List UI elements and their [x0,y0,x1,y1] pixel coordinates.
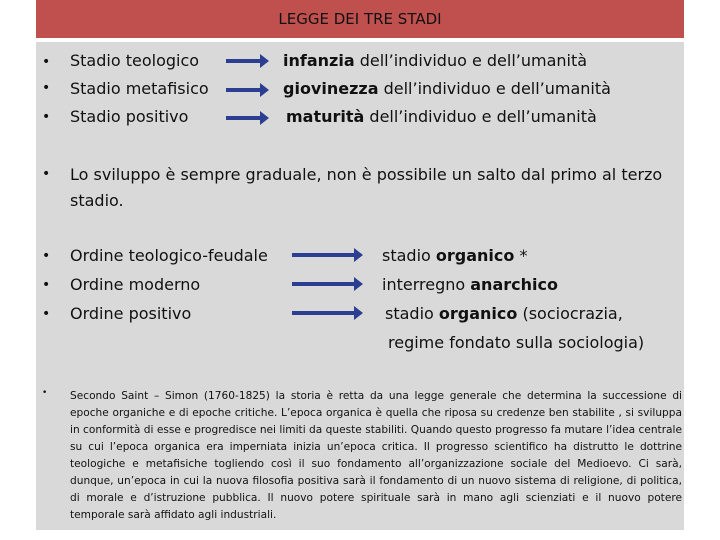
stadio-teologico: Stadio teologico [70,51,200,70]
slide-title: LEGGE DEI TRE STADI [278,10,442,28]
sviluppo-line-1: Lo sviluppo è sempre graduale, non è possibile un salto dal primo al terzo [70,165,663,184]
arrow-right-icon [292,282,356,286]
arrow-right-icon [226,59,262,63]
bullet: • [42,54,51,70]
ordine-positivo: Ordine positivo [70,304,192,323]
arrow-right-icon [226,88,262,92]
bullet: • [42,248,51,264]
arrow-right-icon [292,253,356,257]
bullet: • [42,306,51,322]
bullet: • [42,277,51,293]
stadio-positivo-desc: maturità dell’individuo e dell’umanità [286,107,597,126]
bullet: • [42,109,51,125]
ordine-teologico-feudale: Ordine teologico-feudale [70,246,268,265]
arrow-right-icon [226,116,262,120]
stadio-positivo: Stadio positivo [70,107,189,126]
ordine-moderno: Ordine moderno [70,275,201,294]
bullet: • [42,388,48,398]
ordine-positivo-desc-cont: regime fondato sulla sociologia) [388,333,645,352]
sviluppo-line-2: stadio. [70,191,124,210]
stadio-teologico-desc: infanzia dell’individuo e dell’umanità [283,51,588,70]
ordine-moderno-desc: interregno anarchico [382,275,558,294]
ordine-teologico-desc: stadio organico * [382,246,528,265]
bullet: • [42,80,51,96]
bullet: • [42,166,51,182]
title-bar [36,0,684,38]
arrow-right-icon [292,311,356,315]
stadio-metafisico-desc: giovinezza dell’individuo e dell’umanità [283,79,611,98]
saint-simon-note: Secondo Saint – Simon (1760-1825) la storia è retta da una legge generale che determina la successione di epoche organiche e di epoche critiche. L’epoca organica è quella che riposa su credenze ben stabilite , si sviluppa in conformità di esse e progredisce nei limiti da queste stabiliti. Quando questo progresso fa mutare l’idea centrale su cui l’epoca organica era imperniata inizia un’epoca critica. Il progresso scientifico ha distrutto le dottrine teologiche e metafisiche togliendo così il suo fondamento all’organizzazione sociale del Medioevo. Ci sarà, dunque, un’epoca in cui la nuova filosofia positiva sarà il fondamento di un nuovo sistema di religione, di politica, di morale e d’istruzione pubblica. Il nuovo potere spirituale sarà in mano agli scienziati e il nuovo potere temporale sarà affidato agli industriali. [70,390,682,521]
ordine-positivo-desc: stadio organico (sociocrazia, [385,304,623,323]
stadio-metafisico: Stadio metafisico [70,79,209,98]
